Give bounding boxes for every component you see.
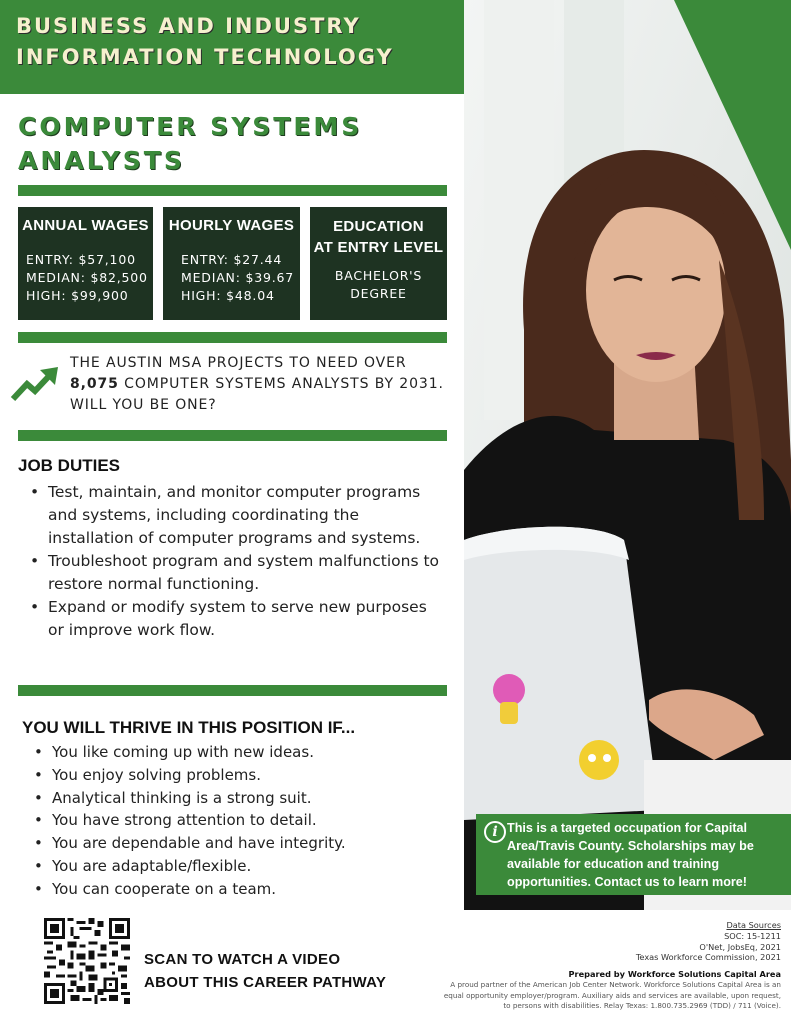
header-category: BUSINESS AND INDUSTRY [16, 14, 361, 38]
thrive-list [26, 741, 446, 901]
list-item: • You have strong attention to detail. [26, 809, 446, 832]
annual-entry: ENTRY: $57,100 [26, 252, 136, 267]
hourly-wages-box [163, 207, 300, 320]
callout-text: This is a targeted occupation for Capital Area/Travis County. Scholarships may be available for education and training opportunities. Contact us to learn more! [507, 821, 754, 889]
projection-number: 8,075 [70, 376, 119, 392]
divider-bar [18, 185, 447, 196]
education-value-line1: BACHELOR'S [334, 268, 423, 283]
list-item: • Test, maintain, and monitor computer programs and systems, including coordinating the installation of computer programs and systems. [22, 481, 442, 550]
source-soc: SOC: 15-1211 [724, 930, 781, 941]
header-band [0, 0, 464, 94]
annual-median: MEDIAN: $82,500 [26, 270, 148, 285]
list-item: • You are dependable and have integrity. [26, 832, 446, 855]
thrive-heading: YOU WILL THRIVE IN THIS POSITION IF... [22, 718, 356, 737]
trend-up-arrow-icon [10, 364, 60, 404]
hourly-high: HIGH: $48.04 [181, 288, 275, 303]
qr-code-icon[interactable] [44, 918, 130, 1004]
scan-line1: SCAN TO WATCH A VIDEO [144, 951, 341, 968]
divider-bar [18, 332, 447, 343]
list-item: • You enjoy solving problems. [26, 764, 446, 787]
scan-line2: ABOUT THIS CAREER PATHWAY [144, 974, 387, 991]
list-item: • You can cooperate on a team. [26, 878, 446, 901]
projection-after: COMPUTER SYSTEMS ANALYSTS BY 2031. WILL YOU BE ONE? [70, 376, 444, 413]
list-item: • Analytical thinking is a strong suit. [26, 787, 446, 810]
list-item: • Troubleshoot program and system malfunctions to restore normal functioning. [22, 550, 442, 596]
data-sources-title: Data Sources [726, 920, 781, 930]
projection-before: THE AUSTIN MSA PROJECTS TO NEED OVER [70, 355, 407, 371]
annual-high: HIGH: $99,900 [26, 288, 129, 303]
divider-bar [18, 685, 447, 696]
source-twc: Texas Workforce Commission, 2021 [635, 952, 781, 963]
list-item: • You like coming up with new ideas. [26, 741, 446, 764]
list-item: • Expand or modify system to serve new purposes or improve work flow. [22, 596, 442, 642]
hero-photo [464, 0, 791, 910]
education-heading-line1: EDUCATION [333, 218, 424, 235]
education-box [310, 207, 447, 320]
projection-text [70, 353, 450, 416]
education-heading-line2: AT ENTRY LEVEL [313, 239, 444, 256]
page-title [18, 110, 362, 178]
prepared-by: Prepared by Workforce Solutions Capital Area [568, 969, 781, 979]
education-heading [310, 216, 447, 258]
hourly-entry: ENTRY: $27.44 [181, 252, 283, 267]
page-title-line2: ANALYSTS [18, 146, 185, 175]
annual-wages-box [18, 207, 153, 320]
page-title-line1: COMPUTER SYSTEMS [18, 112, 363, 141]
education-value-line2: DEGREE [350, 286, 407, 301]
woman-at-laptop-image [464, 0, 791, 910]
annual-wages-heading: ANNUAL WAGES [22, 217, 149, 234]
source-onet: O'Net, JobsEq, 2021 [699, 941, 781, 952]
divider-bar [18, 430, 447, 441]
list-item: • You are adaptable/flexible. [26, 855, 446, 878]
scholarship-callout [476, 814, 791, 895]
hourly-wages-heading: HOURLY WAGES [168, 217, 295, 234]
disclaimer: A proud partner of the American Job Center Network. Workforce Solutions Capital Area is an equal opportunity employer/program. Auxiliary aids and services are available, upon request, to persons with disabilities. Relay Texas: 1.800.735.2969 (TDD) / 711 (Voice). [443, 980, 781, 1010]
header-subcategory: INFORMATION TECHNOLOGY [16, 45, 394, 69]
job-duties-list [22, 481, 442, 642]
hourly-median: MEDIAN: $39.67 [181, 270, 295, 285]
scan-instruction [144, 948, 386, 994]
info-icon: i [484, 821, 506, 843]
data-sources [451, 920, 781, 963]
job-duties-heading: JOB DUTIES [18, 456, 121, 475]
